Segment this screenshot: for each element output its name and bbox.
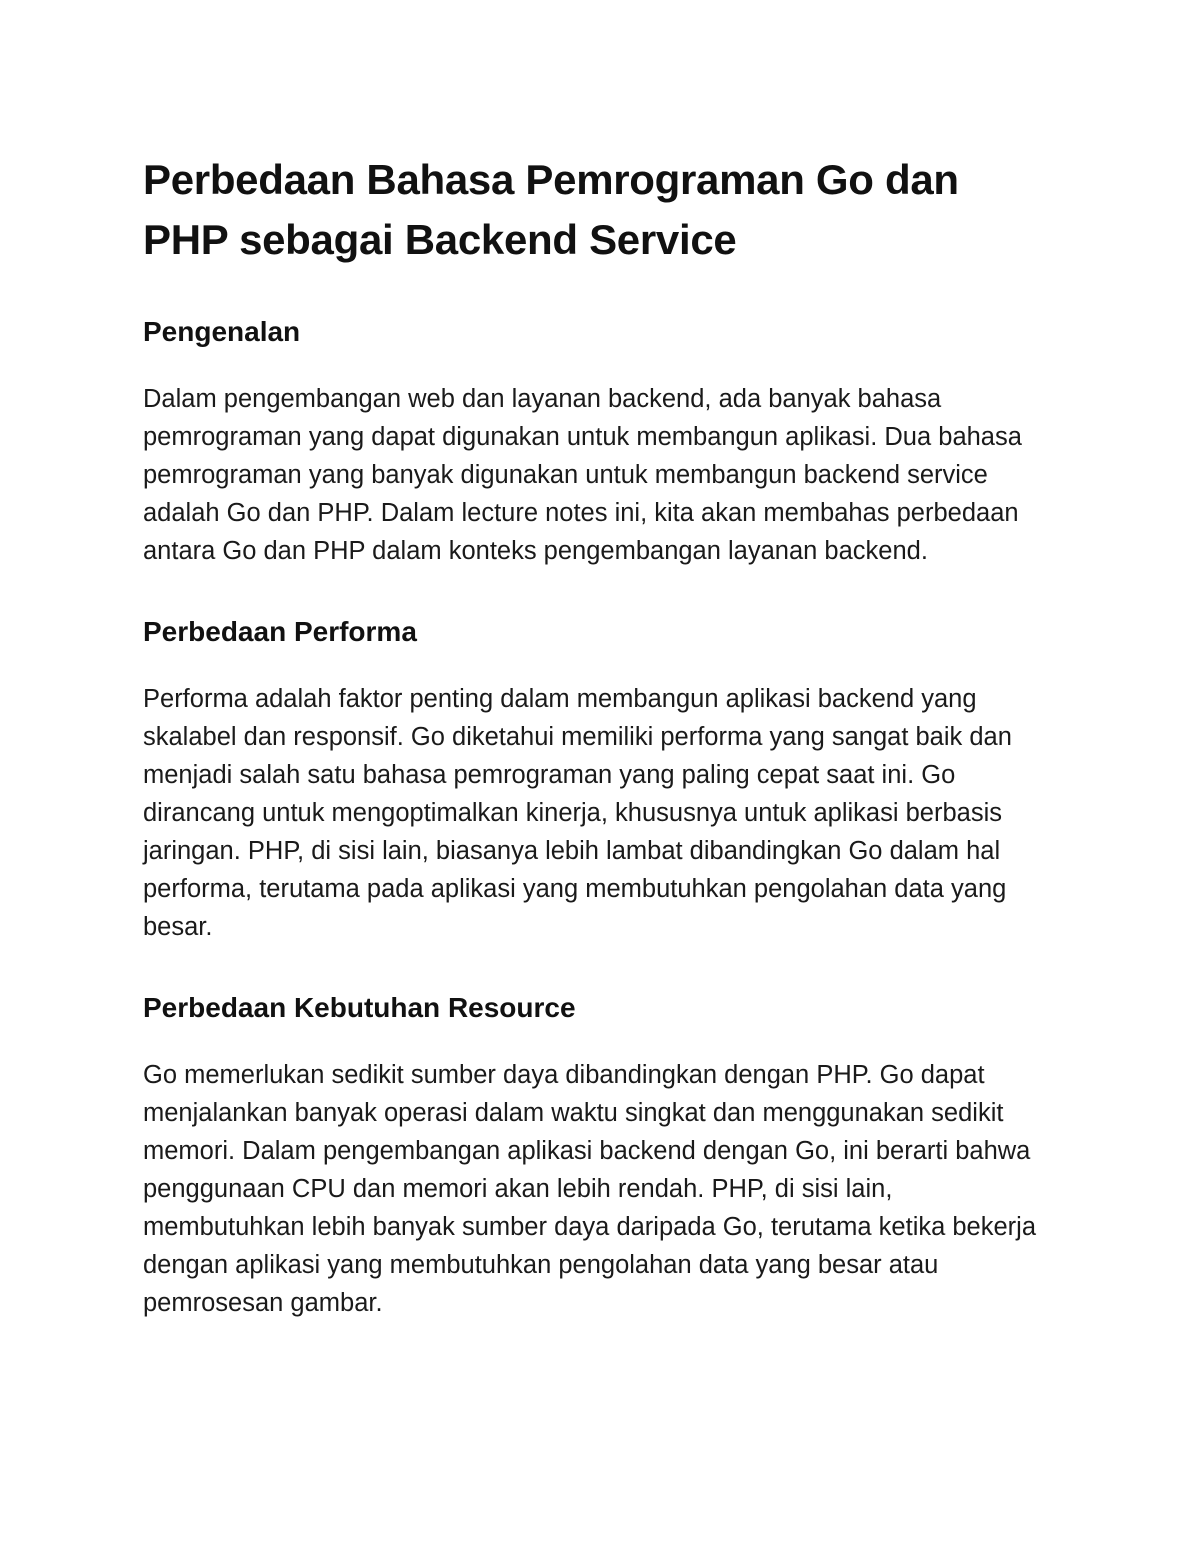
- section-body-perbedaan-kebutuhan-resource: Go memerlukan sedikit sumber daya dibandingkan dengan PHP. Go dapat menjalankan banyak operasi dalam waktu singkat dan menggunakan sedikit memori. Dalam pengembangan aplikasi backend dengan Go, ini berarti bahwa penggunaan CPU dan memori akan lebih rendah. PHP, di sisi lain, membutuhkan lebih banyak sumber daya daripada Go, terutama ketika bekerja dengan aplikasi yang membutuhkan pengolahan data yang besar atau pemrosesan gambar.: [143, 1061, 1037, 1317]
- section-body-pengenalan: Dalam pengembangan web dan layanan backend, ada banyak bahasa pemrograman yang dapat digunakan untuk membangun aplikasi. Dua bahasa pemrograman yang banyak digunakan untuk membangun backend service adalah Go dan PHP. Dalam lecture notes ini, kita akan membahas perbedaan antara Go dan PHP dalam konteks pengembangan layanan backend.: [143, 385, 1022, 565]
- document-content: [143, 150, 1043, 1322]
- section-heading-perbedaan-kebutuhan-resource: Perbedaan Kebutuhan Resource: [143, 992, 576, 1023]
- section-body-perbedaan-performa: Performa adalah faktor penting dalam membangun aplikasi backend yang skalabel dan responsif. Go diketahui memiliki performa yang sangat baik dan menjadi salah satu bahasa pemrograman yang paling cepat saat ini. Go dirancang untuk mengoptimalkan kinerja, khususnya untuk aplikasi berbasis jaringan. PHP, di sisi lain, biasanya lebih lambat dibandingkan Go dalam hal performa, terutama pada aplikasi yang membutuhkan pengolahan data yang besar.: [143, 685, 1012, 941]
- document-title: Perbedaan Bahasa Pemrograman Go dan PHP sebagai Backend Service: [143, 156, 959, 263]
- section-heading-pengenalan: Pengenalan: [143, 316, 301, 347]
- section-heading-perbedaan-performa: Perbedaan Performa: [143, 616, 417, 647]
